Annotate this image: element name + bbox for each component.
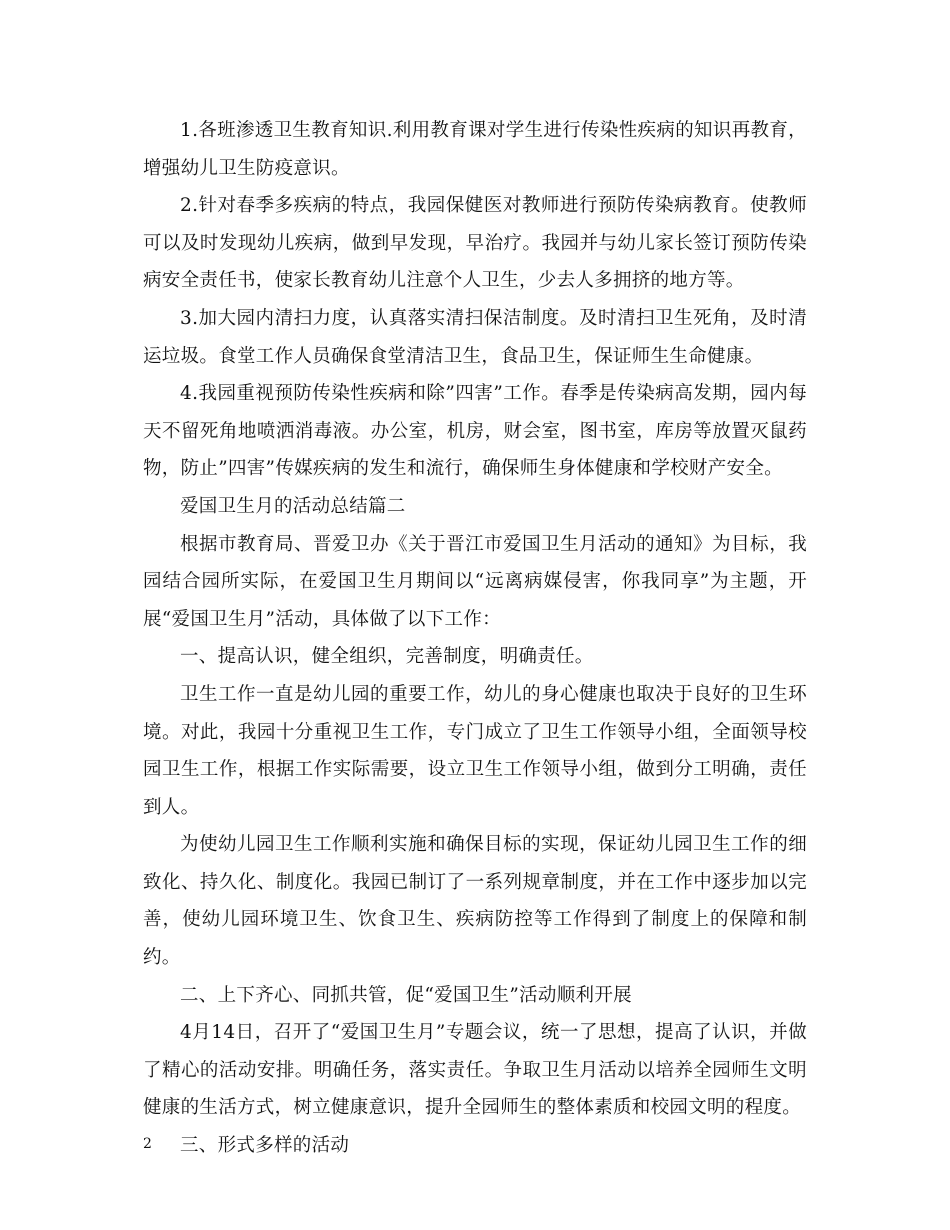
page-number: 2 — [143, 1136, 152, 1152]
paragraph-campaign-introduction: 根据市教育局、晋爱卫办《关于晋江市爱国卫生月活动的通知》为目标，我园结合园所实际，在爱国卫生月期间以“远离病媒侵害，你我同享”为主题，开展“爱国卫生月”活动，具体做了以下工作： — [143, 533, 807, 630]
paragraph-april-meeting: 4月14日，召开了“爱国卫生月”专题会议，统一了思想，提高了认识，并做了精心的活动安排。明确任务，落实责任。争取卫生月活动以培养全园师生文明健康的生活方式，树立健康意识，提升全园师生的整体素质和校园文明的程度。 — [143, 1022, 807, 1119]
subheading-joint-management: 二、上下齐心、同抓共管，促“爱国卫生”活动顺利开展 — [180, 984, 632, 1006]
paragraph-rules-and-regulations: 为使幼儿园卫生工作顺利实施和确保目标的实现，保证幼儿园卫生工作的细致化、持久化、制度化。我园已制订了一系列规章制度，并在工作中逐步加以完善，使幼儿园环境卫生、饮食卫生、疾病防控等工作得到了制度上的保障和制约。 — [143, 834, 807, 969]
paragraph-four-pests: 4.我园重视预防传染性疾病和除”四害”工作。春季是传染病高发期，园内每天不留死角地喷洒消毒液。办公室，机房，财会室，图书室，库房等放置灭鼠药物，防止”四害”传媒疾病的发生和流行，确保师生身体健康和学校财产安全。 — [143, 383, 807, 480]
paragraph-hygiene-education: 1.各班渗透卫生教育知识.利用教育课对学生进行传染性疾病的知识再教育，增强幼儿卫生防疫意识。 — [143, 120, 807, 179]
paragraph-cleaning-efforts: 3.加大园内清扫力度，认真落实清扫保洁制度。及时清扫卫生死角，及时清运垃圾。食堂工作人员确保食堂清洁卫生，食品卫生，保证师生生命健康。 — [143, 307, 807, 367]
subheading-diverse-activities: 三、形式多样的活动 — [180, 1135, 350, 1157]
paragraph-leadership-group: 卫生工作一直是幼儿园的重要工作，幼儿的身心健康也取决于良好的卫生环境。对此，我园十分重视卫生工作，专门成立了卫生工作领导小组，全面领导校园卫生工作，根据工作实际需要，设立卫生工作领导小组，做到分工明确，责任到人。 — [143, 683, 807, 818]
section-heading-part-two: 爱国卫生月的活动总结篇二 — [180, 495, 406, 517]
document-body — [143, 112, 807, 1165]
paragraph-spring-disease-prevention: 2.针对春季多疾病的特点，我园保健医对教师进行预防传染病教育。使教师可以及时发现幼儿疾病，做到早发现，早治疗。我园并与幼儿家长签订预防传染病安全责任书，使家长教育幼儿注意个人卫生，少去人多拥挤的地方等。 — [143, 195, 807, 292]
subheading-awareness-organization: 一、提高认识，健全组织，完善制度，明确责任。 — [180, 646, 594, 668]
